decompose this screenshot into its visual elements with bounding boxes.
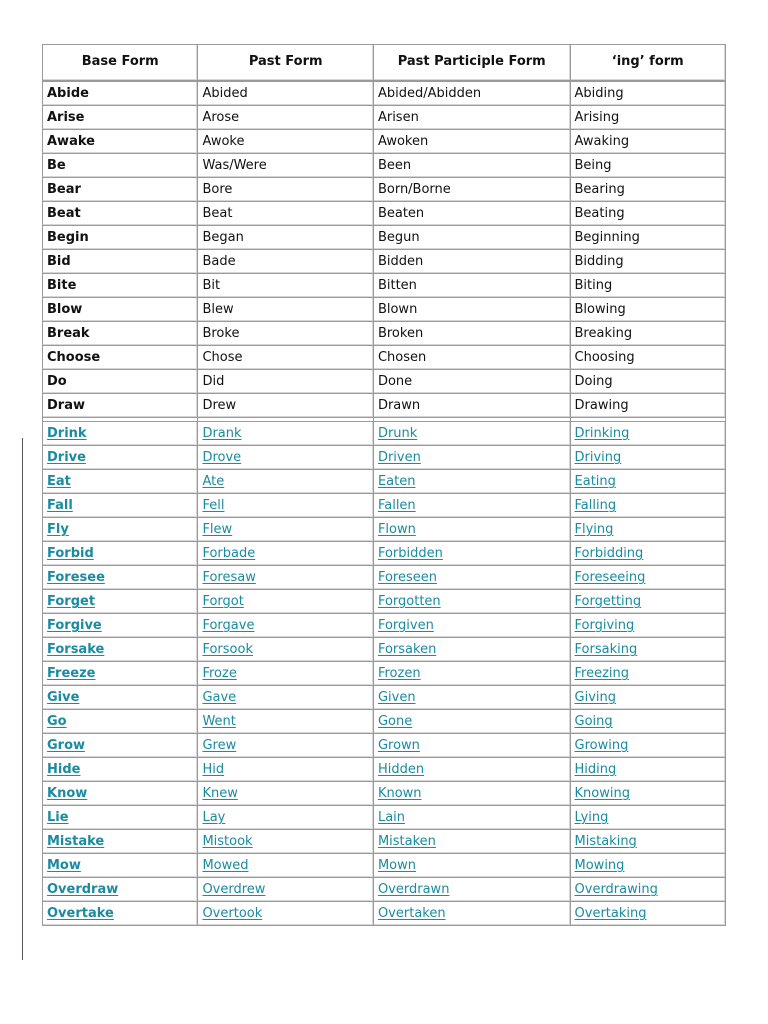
cell-past-participle (373, 661, 570, 685)
cell-base-form: Begin (42, 225, 197, 249)
verb-link[interactable]: Forsake (47, 642, 105, 657)
verb-link[interactable]: Eating (574, 474, 616, 489)
cell-past-participle: Awoken (373, 129, 570, 153)
cell-past-participle (373, 421, 570, 445)
cell-past-form (197, 541, 373, 565)
cell-ing-form: Breaking (570, 321, 726, 345)
table-row (42, 733, 726, 757)
cell-past-participle (373, 469, 570, 493)
verb-link[interactable]: Overdrawn (377, 882, 450, 897)
verb-link[interactable]: Fall (47, 498, 73, 513)
cell-base-form: Bear (42, 177, 197, 201)
cell-past-participle: Done (373, 369, 570, 393)
verb-link[interactable]: Forbidden (377, 546, 443, 561)
verb-link[interactable]: Drinking (574, 426, 630, 441)
cell-ing-form: Biting (570, 273, 726, 297)
verb-link[interactable]: Mistaking (574, 834, 637, 849)
cell-ing-form: Arising (570, 105, 726, 129)
cell-ing-form: Bearing (570, 177, 726, 201)
verb-link[interactable]: Forgetting (574, 594, 642, 609)
cell-ing-form (570, 733, 726, 757)
cell-past-participle: Beaten (373, 201, 570, 225)
cell-past-form: Broke (197, 321, 373, 345)
table-row (42, 709, 726, 733)
cell-base-form (42, 661, 197, 685)
cell-ing-form (570, 877, 726, 901)
cell-past-form (197, 637, 373, 661)
verb-link[interactable]: Overtaken (377, 906, 446, 921)
cell-past-form (197, 853, 373, 877)
table-row (42, 493, 726, 517)
verb-link[interactable]: Knowing (574, 786, 630, 801)
cell-past-participle (373, 565, 570, 589)
cell-base-form: Draw (42, 393, 197, 417)
verb-link[interactable]: Overdrawing (574, 882, 658, 897)
cell-past-form: Arose (197, 105, 373, 129)
cell-ing-form: Blowing (570, 297, 726, 321)
cell-base-form (42, 829, 197, 853)
verb-link[interactable]: Forbade (202, 546, 256, 561)
cell-base-form (42, 901, 197, 926)
cell-past-form: Began (197, 225, 373, 249)
verb-link[interactable]: Forgiving (574, 618, 635, 633)
cell-base-form (42, 853, 197, 877)
verb-link[interactable]: Fly (47, 522, 69, 537)
cell-ing-form (570, 757, 726, 781)
cell-ing-form (570, 421, 726, 445)
verb-link[interactable]: Mistaken (377, 834, 436, 849)
verb-link[interactable]: Hide (47, 762, 81, 777)
cell-past-participle (373, 613, 570, 637)
cell-past-participle (373, 805, 570, 829)
cell-past-form: Bit (197, 273, 373, 297)
verb-link[interactable]: Grow (47, 738, 86, 753)
cell-base-form: Beat (42, 201, 197, 225)
cell-past-form (197, 565, 373, 589)
verb-link[interactable]: Giving (574, 690, 616, 705)
cell-ing-form: Beginning (570, 225, 726, 249)
verb-link[interactable]: Eaten (377, 474, 416, 489)
verb-forms-document (42, 44, 726, 926)
cell-past-participle: Been (373, 153, 570, 177)
cell-base-form (42, 709, 197, 733)
cell-base-form: Arise (42, 105, 197, 129)
cell-past-participle (373, 445, 570, 469)
cell-ing-form (570, 445, 726, 469)
verb-link[interactable]: Go (47, 714, 67, 729)
verb-link[interactable]: Frozen (377, 666, 421, 681)
cell-past-participle: Broken (373, 321, 570, 345)
cell-past-form: Blew (197, 297, 373, 321)
cell-past-participle: Drawn (373, 393, 570, 417)
cell-ing-form (570, 709, 726, 733)
cell-base-form: Break (42, 321, 197, 345)
verb-link[interactable]: Freezing (574, 666, 630, 681)
cell-past-participle (373, 853, 570, 877)
table-row (42, 273, 726, 297)
cell-past-participle: Begun (373, 225, 570, 249)
cell-past-participle: Born/Borne (373, 177, 570, 201)
plain-rows (42, 81, 726, 417)
table-row (42, 445, 726, 469)
table-row (42, 201, 726, 225)
verb-link[interactable]: Overdraw (47, 882, 119, 897)
cell-ing-form (570, 661, 726, 685)
header-past-form: Past Form (197, 44, 373, 81)
cell-ing-form: Awaking (570, 129, 726, 153)
verb-link[interactable]: Mistook (202, 834, 253, 849)
cell-past-form: Awoke (197, 129, 373, 153)
cell-base-form (42, 733, 197, 757)
verb-link[interactable]: Going (574, 714, 613, 729)
verb-link[interactable]: Foreseeing (574, 570, 646, 585)
table-row (42, 249, 726, 273)
table-row (42, 805, 726, 829)
verb-link[interactable]: Fallen (377, 498, 416, 513)
verb-link[interactable]: Forgave (202, 618, 255, 633)
table-row (42, 321, 726, 345)
cell-past-form (197, 445, 373, 469)
table-row (42, 129, 726, 153)
cell-base-form (42, 757, 197, 781)
verb-link[interactable]: Foresaw (202, 570, 256, 585)
verb-link[interactable]: Driven (377, 450, 421, 465)
cell-base-form: Bite (42, 273, 197, 297)
cell-past-form (197, 877, 373, 901)
cell-ing-form (570, 613, 726, 637)
cell-base-form (42, 685, 197, 709)
verb-link[interactable]: Overtake (47, 906, 114, 921)
verb-link[interactable]: Falling (574, 498, 617, 513)
cell-past-form (197, 685, 373, 709)
verb-link[interactable]: Flew (202, 522, 233, 537)
verb-link[interactable]: Forbidding (574, 546, 644, 561)
verb-link[interactable]: Driving (574, 450, 622, 465)
table-row (42, 421, 726, 445)
cell-past-form: Abided (197, 81, 373, 105)
verb-link[interactable]: Freeze (47, 666, 96, 681)
header-base-form: Base Form (42, 44, 197, 81)
cell-base-form (42, 805, 197, 829)
verb-link[interactable]: Drive (47, 450, 86, 465)
table-row (42, 81, 726, 105)
verb-link[interactable]: Forsaken (377, 642, 437, 657)
cell-past-participle (373, 757, 570, 781)
cell-past-participle (373, 901, 570, 926)
cell-past-form (197, 805, 373, 829)
table-header (42, 44, 726, 81)
cell-base-form (42, 637, 197, 661)
verb-link[interactable]: Mistake (47, 834, 105, 849)
table-row (42, 565, 726, 589)
verb-link[interactable]: Mowing (574, 858, 625, 873)
cell-past-form (197, 421, 373, 445)
cell-ing-form (570, 469, 726, 493)
cell-ing-form (570, 805, 726, 829)
verb-link[interactable]: Fell (202, 498, 225, 513)
cell-ing-form: Doing (570, 369, 726, 393)
cell-past-participle (373, 685, 570, 709)
verb-link[interactable]: Overtook (202, 906, 263, 921)
cell-ing-form (570, 829, 726, 853)
cell-ing-form (570, 853, 726, 877)
cell-ing-form (570, 493, 726, 517)
cell-ing-form (570, 637, 726, 661)
cell-base-form (42, 421, 197, 445)
cell-ing-form (570, 589, 726, 613)
cell-past-form (197, 757, 373, 781)
cell-past-participle: Bitten (373, 273, 570, 297)
verb-link[interactable]: Overtaking (574, 906, 647, 921)
cell-past-form (197, 493, 373, 517)
table-row (42, 469, 726, 493)
verb-link[interactable]: Forbid (47, 546, 94, 561)
verb-link[interactable]: Hiding (574, 762, 617, 777)
verb-link[interactable]: Foreseen (377, 570, 437, 585)
verb-link[interactable]: Mown (377, 858, 416, 873)
cell-ing-form: Being (570, 153, 726, 177)
verb-link[interactable]: Gone (377, 714, 413, 729)
cell-past-form (197, 901, 373, 926)
verb-link[interactable]: Forgotten (377, 594, 441, 609)
verb-link[interactable]: Gave (202, 690, 237, 705)
cell-ing-form (570, 901, 726, 926)
cell-base-form: Choose (42, 345, 197, 369)
cell-ing-form: Abiding (570, 81, 726, 105)
cell-past-participle (373, 829, 570, 853)
verb-link[interactable]: Forgive (47, 618, 102, 633)
verb-link[interactable]: Drank (202, 426, 242, 441)
cell-base-form (42, 469, 197, 493)
table-row (42, 637, 726, 661)
cell-base-form (42, 613, 197, 637)
cell-ing-form: Bidding (570, 249, 726, 273)
cell-base-form (42, 541, 197, 565)
verb-link[interactable]: Know (47, 786, 88, 801)
cell-base-form: Do (42, 369, 197, 393)
verb-link[interactable]: Foresee (47, 570, 105, 585)
verb-link[interactable]: Forsook (202, 642, 253, 657)
cell-past-form: Chose (197, 345, 373, 369)
verb-link[interactable]: Went (202, 714, 236, 729)
cell-past-form: Drew (197, 393, 373, 417)
cell-past-form (197, 613, 373, 637)
cell-past-form (197, 589, 373, 613)
verb-link[interactable]: Hid (202, 762, 225, 777)
verb-link[interactable]: Lain (377, 810, 406, 825)
cell-ing-form (570, 541, 726, 565)
cell-ing-form: Beating (570, 201, 726, 225)
cell-base-form (42, 877, 197, 901)
cell-ing-form (570, 517, 726, 541)
verb-link[interactable]: Hidden (377, 762, 425, 777)
verb-link[interactable]: Ate (202, 474, 225, 489)
cell-past-form (197, 781, 373, 805)
verb-link[interactable]: Mow (47, 858, 81, 873)
cell-base-form: Bid (42, 249, 197, 273)
cell-past-form (197, 469, 373, 493)
verb-link[interactable]: Knew (202, 786, 238, 801)
header-ing-form: ‘ing’ form (570, 44, 726, 81)
cell-past-participle: Blown (373, 297, 570, 321)
verb-link[interactable]: Forget (47, 594, 96, 609)
verb-link[interactable]: Known (377, 786, 422, 801)
linked-rows (42, 421, 726, 926)
table-row (42, 853, 726, 877)
verb-link[interactable]: Forgot (202, 594, 244, 609)
cell-past-form: Was/Were (197, 153, 373, 177)
cell-base-form: Blow (42, 297, 197, 321)
cell-base-form: Abide (42, 81, 197, 105)
cell-past-form: Beat (197, 201, 373, 225)
cell-past-participle (373, 493, 570, 517)
table-row (42, 297, 726, 321)
verb-link[interactable]: Overdrew (202, 882, 266, 897)
table-row (42, 589, 726, 613)
header-past-participle-form: Past Participle Form (373, 44, 570, 81)
verb-link[interactable]: Mowed (202, 858, 249, 873)
table-row (42, 541, 726, 565)
cell-base-form (42, 589, 197, 613)
table-row (42, 661, 726, 685)
cell-past-participle: Chosen (373, 345, 570, 369)
cell-ing-form: Drawing (570, 393, 726, 417)
cell-past-form (197, 517, 373, 541)
verb-link[interactable]: Forsaking (574, 642, 638, 657)
cell-past-form (197, 709, 373, 733)
cell-past-participle: Abided/Abidden (373, 81, 570, 105)
table-row (42, 757, 726, 781)
verb-link[interactable]: Lay (202, 810, 226, 825)
cell-ing-form (570, 781, 726, 805)
verb-link[interactable]: Grew (202, 738, 237, 753)
table-row (42, 177, 726, 201)
cell-base-form: Awake (42, 129, 197, 153)
irregular-verbs-table (42, 44, 726, 926)
cell-past-participle (373, 517, 570, 541)
table-row (42, 153, 726, 177)
header-row (42, 44, 726, 81)
table-row (42, 517, 726, 541)
verb-link[interactable]: Growing (574, 738, 629, 753)
cell-base-form: Be (42, 153, 197, 177)
cell-ing-form (570, 565, 726, 589)
cell-past-participle: Arisen (373, 105, 570, 129)
table-row (42, 345, 726, 369)
verb-link[interactable]: Drunk (377, 426, 418, 441)
table-row (42, 877, 726, 901)
cell-past-participle (373, 541, 570, 565)
cell-past-participle (373, 709, 570, 733)
cell-past-participle (373, 733, 570, 757)
cell-past-participle (373, 589, 570, 613)
table-row (42, 781, 726, 805)
cell-past-form (197, 829, 373, 853)
table-row (42, 369, 726, 393)
cell-past-form: Bade (197, 249, 373, 273)
verb-link[interactable]: Eat (47, 474, 71, 489)
verb-link[interactable]: Froze (202, 666, 237, 681)
cell-base-form (42, 517, 197, 541)
cell-past-participle (373, 637, 570, 661)
table-row (42, 901, 726, 926)
verb-link[interactable]: Grown (377, 738, 420, 753)
verb-link[interactable]: Flying (574, 522, 614, 537)
cell-base-form (42, 445, 197, 469)
cell-ing-form (570, 685, 726, 709)
table-row (42, 225, 726, 249)
table-row (42, 613, 726, 637)
cell-past-form: Did (197, 369, 373, 393)
cell-past-participle (373, 877, 570, 901)
verb-link[interactable]: Drove (202, 450, 242, 465)
verb-link[interactable]: Forgiven (377, 618, 434, 633)
cell-base-form (42, 493, 197, 517)
verb-link[interactable]: Give (47, 690, 80, 705)
verb-link[interactable]: Lie (47, 810, 69, 825)
verb-link[interactable]: Flown (377, 522, 416, 537)
verb-link[interactable]: Given (377, 690, 416, 705)
cell-past-participle (373, 781, 570, 805)
cell-past-form (197, 733, 373, 757)
margin-rule (22, 438, 23, 960)
cell-base-form (42, 565, 197, 589)
table-row (42, 829, 726, 853)
table-row (42, 685, 726, 709)
cell-past-form (197, 661, 373, 685)
cell-base-form (42, 781, 197, 805)
cell-past-participle: Bidden (373, 249, 570, 273)
verb-link[interactable]: Drink (47, 426, 87, 441)
verb-link[interactable]: Lying (574, 810, 609, 825)
cell-past-form: Bore (197, 177, 373, 201)
table-row (42, 393, 726, 417)
cell-ing-form: Choosing (570, 345, 726, 369)
table-row (42, 105, 726, 129)
